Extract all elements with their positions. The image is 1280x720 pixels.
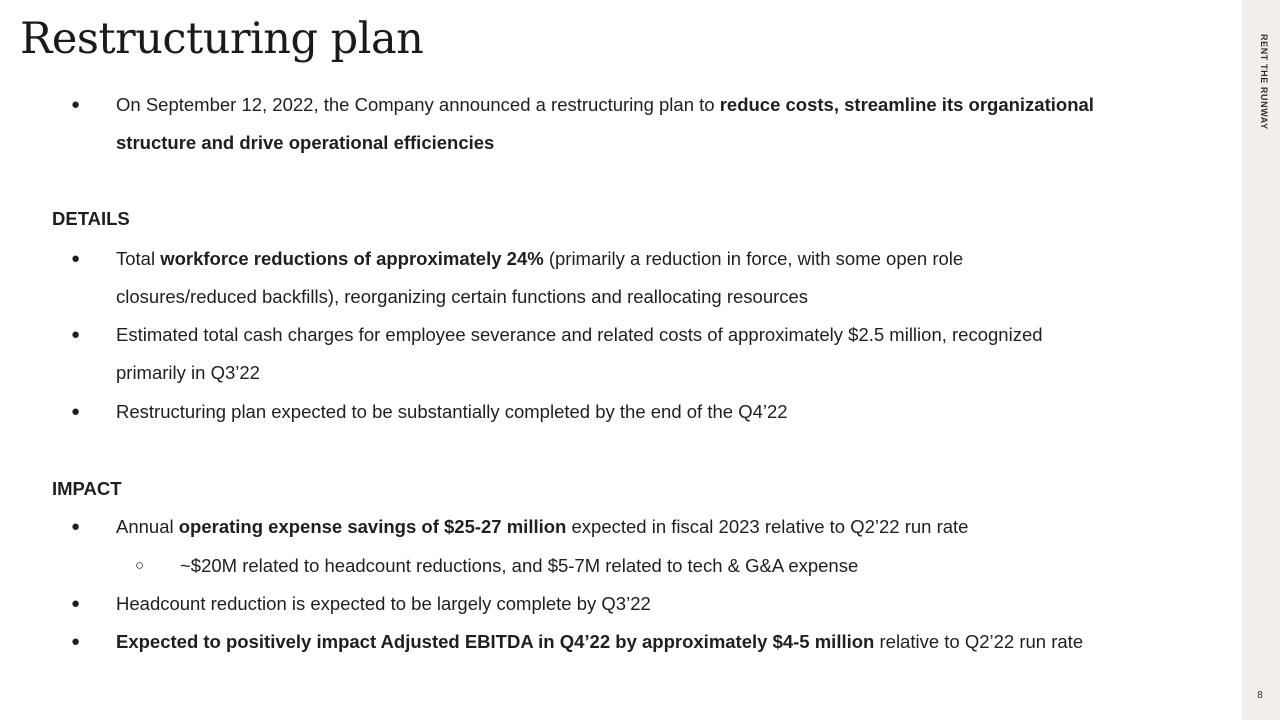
bullet-icon: ● [71, 633, 81, 650]
details-bullet-2: Estimated total cash charges for employee severance and related costs of approximately $2.5 million, recognized [116, 324, 1043, 345]
bullet-icon: ● [71, 518, 81, 535]
details-bullet-3: Restructuring plan expected to be substantially completed by the end of the Q4’22 [116, 401, 788, 422]
intro-line-1: On September 12, 2022, the Company announced a restructuring plan to reduce costs, streamline its organizational [116, 94, 1094, 115]
impact-bullet-2: Headcount reduction is expected to be largely complete by Q3’22 [116, 593, 651, 614]
bullet-icon: ● [71, 595, 81, 612]
details-bullet-2-cont: primarily in Q3’22 [116, 362, 260, 383]
details-bullet-1: Total workforce reductions of approximately 24% (primarily a reduction in force, with some open role [116, 248, 964, 269]
page-title: Restructuring plan [20, 14, 424, 64]
intro-line-2: structure and drive operational efficiencies [116, 132, 495, 153]
bullet-icon: ● [71, 96, 81, 113]
impact-bullet-1: Annual operating expense savings of $25-27 million expected in fiscal 2023 relative to Q2’22 run rate [116, 516, 969, 537]
details-heading: DETAILS [52, 208, 130, 229]
bullet-icon: ● [71, 250, 81, 267]
sub-bullet-icon: ○ [135, 557, 145, 574]
bullet-icon: ● [71, 326, 81, 343]
impact-sub-bullet-1: ~$20M related to headcount reductions, and $5-7M related to tech & G&A expense [180, 555, 859, 576]
details-bullet-1-cont: closures/reduced backfills), reorganizing certain functions and reallocating resources [116, 286, 809, 307]
impact-heading: IMPACT [52, 478, 122, 499]
impact-bullet-3: Expected to positively impact Adjusted EBITDA in Q4’22 by approximately $4-5 million relative to Q2’22 run rate [116, 631, 1084, 652]
bullet-icon: ● [71, 403, 81, 420]
page-number: 8 [1257, 690, 1263, 701]
brand-label: RENT THE RUNWAY [1259, 34, 1269, 130]
